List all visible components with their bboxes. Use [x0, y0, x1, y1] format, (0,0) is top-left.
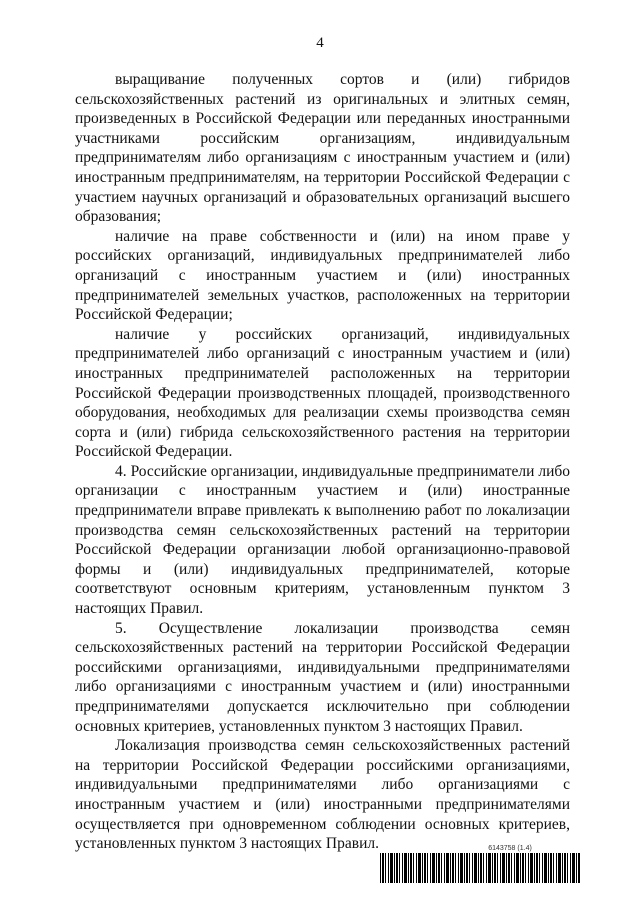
- paragraph-1: выращивание полученных сортов и (или) гибридов сельскохозяйственных растений из оригинальных и элитных семян, произведенных в Российской Федерации или переданных иностранными участниками российским организациям, индивидуальным предпринимателям либо организациям с иностранным участием и (или) иностранным предпринимателям, на территории Российской Федерации с участием научных организаций и образовательных организаций высшего образования;: [75, 71, 570, 226]
- page-number: 4: [316, 35, 324, 51]
- paragraph-2: наличие на праве собственности и (или) на ином праве у российских организаций, индивидуальных предпринимателей либо организаций с иностранным участием и (или) иностранных предпринимателей земельных участков, расположенных на территории Российской Федерации;: [75, 227, 570, 324]
- paragraph-3: наличие у российских организаций, индивидуальных предпринимателей либо организаций с иностранным участием и (или) иностранных предпринимателей расположенных на территории Российской Федерации производственных площадей, производственного оборудования, необходимых для реализации схемы производства семян сорта и (или) гибрида сельскохозяйственного растения на территории Российской Федерации.: [75, 325, 570, 461]
- paragraph-6: Локализация производства семян сельскохозяйственных растений на территории Российской Федерации российскими организациями, индивидуальными предпринимателями либо организациями с иностранным участием и (или) иностранными предпринимателями осуществляется при одновременном соблюдении основных критериев, установленных пунктом 3 настоящих Правил.: [75, 737, 570, 853]
- document-body: [75, 70, 570, 854]
- document-code: 6143758 (1.4): [488, 845, 532, 852]
- paragraph-5: 5. Осуществление локализации производства семян сельскохозяйственных растений на территории Российской Федерации российскими организациями, индивидуальными предпринимателями либо организациями с иностранным участием и (или) иностранными предпринимателями допускается исключительно при соблюдении основных критериев, установленных пунктом 3 настоящих Правил.: [75, 619, 570, 735]
- paragraph-4: 4. Российские организации, индивидуальные предприниматели либо организации с иностранным участием и (или) иностранные предприниматели вправе привлекать к выполнению работ по локализации производства семян сельскохозяйственных растений на территории Российской Федерации организации любой организационно-правовой формы и (или) индивидуальных предпринимателей, которые соответствуют основным критериям, установленным пунктом 3 настоящих Правил.: [75, 462, 570, 618]
- barcode-image: [380, 853, 580, 883]
